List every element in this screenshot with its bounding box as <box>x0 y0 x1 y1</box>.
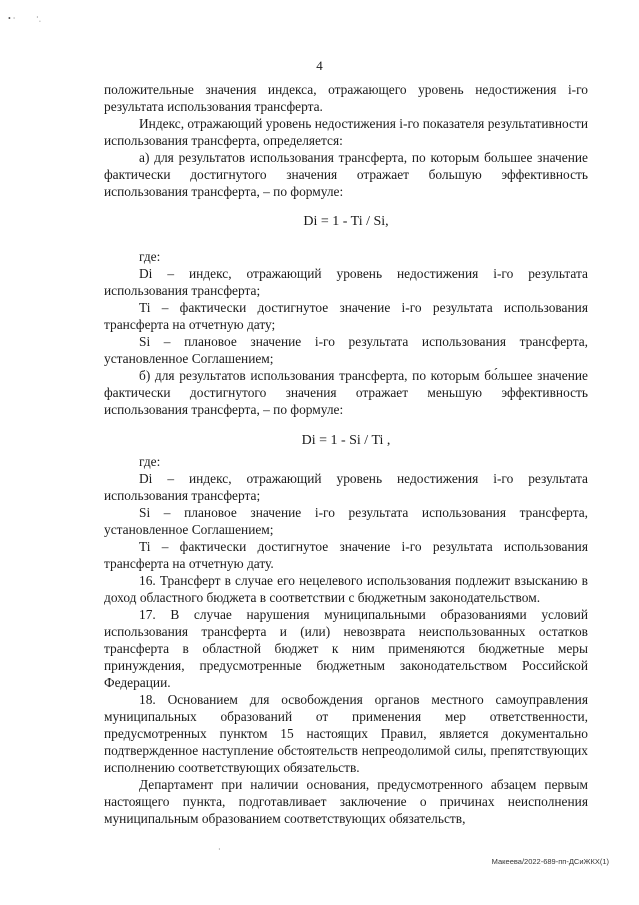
paragraph: где: <box>139 249 161 264</box>
paragraph: Ti – фактически достигнутое значение i-го результата использования трансферта на отчетную дату; <box>104 300 588 332</box>
paragraph: где: <box>139 454 161 469</box>
formula: Di = 1 - Ti / Si, <box>303 214 389 229</box>
formula-block <box>104 432 588 449</box>
formula: Di = 1 - Si / Ti , <box>301 433 391 448</box>
page-number: 4 <box>316 58 323 73</box>
formula-block <box>104 213 588 230</box>
paragraph: 17. В случае нарушения муниципальными образованиями условий использования трансферта и (или) невозврата неиспользованных остатков трансферта в областной бюджет к ним применяются бюджетные меры принуждения, предусмотренные бюджетным законодательством Российской Федерации. <box>104 607 588 690</box>
paragraph: 18. Основанием для освобождения органов местного самоуправления муниципальных образований от применения мер ответственности, предусмотренных пунктом 15 настоящих Правил, является документально подтвержденное наступление обстоятельств непреодолимой силы, препятствующих исполнению соответствующих обязательств. <box>104 692 588 775</box>
paragraph: Ti – фактически достигнутое значение i-го результата использования трансферта на отчетную дату. <box>104 539 588 571</box>
paragraph: Si – плановое значение i-го результата использования трансферта, установленное Соглашением; <box>104 505 588 537</box>
paragraph: а) для результатов использования трансферта, по которым большее значение фактически достигнутого значения отражает большую эффективность использования трансферта, – по формуле: <box>104 150 588 199</box>
body-text <box>104 248 588 418</box>
paragraph: Департамент при наличии основания, предусмотренного абзацем первым настоящего пункта, подготавливает заключение о причинах неисполнения муниципальным образованием соответствующих обязательств, <box>104 777 588 826</box>
paragraph: б) для результатов использования трансферта, по которым бо́льшее значение фактически достигнутого значения отражает меньшую эффективность использования трансферта, – по формуле: <box>104 368 588 417</box>
paragraph: Di – индекс, отражающий уровень недостижения i-го результата использования трансферта; <box>104 471 588 503</box>
paragraph: 16. Трансферт в случае его нецелевого использования подлежит взысканию в доход областного бюджета в соответствии с бюджетным законодательством. <box>104 573 588 605</box>
paragraph: Di – индекс, отражающий уровень недостижения i-го результата использования трансферта; <box>104 266 588 298</box>
scan-speck: • · <box>8 14 16 23</box>
paragraph: положительные значения индекса, отражающего уровень недостижения i-го результата использования трансферта. <box>104 82 588 114</box>
document-code: Макеева/2022-689-пп-ДСиЖКХ(1) <box>491 857 609 866</box>
body-text <box>104 453 588 827</box>
paragraph: Индекс, отражающий уровень недостижения i-го показателя результативности использования трансферта, определяется: <box>104 116 588 148</box>
paragraph: Si – плановое значение i-го результата использования трансферта, установленное Соглашением; <box>104 334 588 366</box>
body-text <box>104 81 588 200</box>
scan-speck: · <box>218 845 221 854</box>
scan-speck: ·ˌ <box>36 13 42 22</box>
